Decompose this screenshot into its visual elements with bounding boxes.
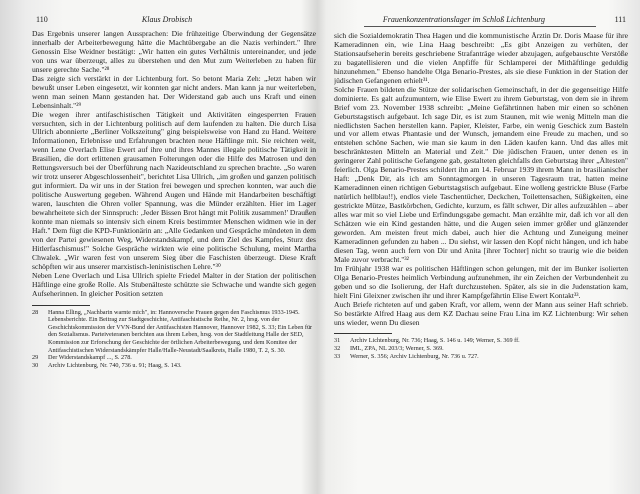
right-running-head: Frauenkonzentrationslager im Schloß Lichtenburg [382,15,546,24]
footnote-text: IML, ZPA, NL 203/3; Werner, S. 369. [350,345,444,353]
footnote-text: Hanna Elling, „Nachbarin warnte mich", in: Hannoversche Frauen gegen den Faschismus 1933-1945. Lebensberichte. Ein Beitrag zur Stadtgeschichte, Antifaschistische Reihe, Nr. 2, hrsg. von der Geschichtskommission der VVN-Bund der Antifaschisten Hannover, Hannover 1982, S. 33; Ein Leben für den Sozialismus. Parteiveteranen berichten aus ihrem Leben, hrsg. von der Stadtleitung Halle der SED, Kommission zur Erforschung der Geschichte der örtlichen Arbeiterbewegung, und dem Komitee der Antifaschistischen Widerstandskämpfer Halle/Halle-Neustadt/Saalkreis, Halle 1980, T. 2, S. 30. [48,308,313,354]
right-paragraph: sich die Sozialdemokratin Thea Hagen und die kommunistische Ärztin Dr. Doris Maase für ihre Kameradinnen ein, wie Lina Haag beschreibt: „Es gibt Anzeigen zu verhüten, der Stationsaufseherin bereits geschriebene Strafanträge wieder abzujagen, aufgebauschte Verstöße zu bagatellisieren und die vielen Anpfiffe für Schlamperei der Mithäftlinge geduldig hinzunehmen." Ebenso handelte Olga Benario-Prestes, als sie diese Funktion in der Station der jüdischen Gefangenen erhielt³¹. [334,31,628,85]
right-header [334,15,630,27]
left-page-number: 110 [36,15,48,24]
right-footnote [334,337,628,345]
left-footnote-rule [32,305,90,306]
left-paragraph: Das zeigte sich verstärkt in der Lichtenburg fort. So betont Maria Zeh: „Jetzt haben wir bewußt unser Leben eingesetzt, wir konnten gar nicht anders. Man kann ja nur weiterleben, wenn man seinen Mann gestanden hat. Der Widerstand gab auch uns Kraft und einen Lebensinhalt."²⁹ [32,73,316,110]
right-footnote [334,353,628,361]
footnote-number: 30 [32,361,39,369]
footnote-number: 28 [32,308,39,316]
right-footnote-rule [334,333,392,334]
footnote-number: 29 [32,354,39,362]
left-running-head: Klaus Drobisch [141,15,193,24]
footnote-text: Archiv Lichtenburg, Nr. 740, 736 u. 91; Haag, S. 143. [48,361,182,369]
header-rule [364,26,596,27]
right-footnote [334,345,628,353]
right-page [334,0,630,494]
right-text-block [334,32,628,360]
left-footnote [32,309,316,355]
footnote-number: 32 [334,345,341,353]
left-text-block [32,30,316,369]
right-page-number: 111 [614,15,626,24]
right-paragraph: Solche Frauen bildeten die Stütze der solidarischen Gemeinschaft, in der die gegenseitige Hilfe dominierte. Es galt aufzumuntern, wie Elise Ewert zu ihrem Geburtstag, von dem sie in ihrem Brief vom 23. November 1938 schreibt: „Meine Gefährtinnen haben mir einen so schönen Geburtstagstisch aufgebaut. Ich sage Dir, es ist zum Staunen, mit wie wenig Mitteln man die niedlichsten Sachen herstellen kann. Papier, Kleister, Farbe, ein wenig Geschick zum Basteln und vor allem etwas Phantasie und der Wunsch, jemandem eine Freude zu machen, und so entstehen schöne Sachen, wie man sie kaum in den Läden kaufen kann. Und das alles mit beschränktesten Mitteln an Material und Zeit." Die jüdischen Frauen, unter denen es in geringerer Zahl politische Gefangene gab, gestalteten gleichfalls den Geburtstag ihrer „Ältesten" feierlich. Olga Benario-Prestes schildert ihn am 14. Februar 1939 ihrem Mann in brasilianischer Haft: „Denk Dir, als ich am Sonntagmorgen in unseren Tagesraum trat, hatten meine Kameradinnen einen richtigen Geburtstagstisch aufgebaut. Eine wolleng gestrickte Bluse (Farbe natürlich hellblau!!), endlos viele Taschentücher, Deckchen, Toilettensachen, Süßigkeiten, eine gestrickte Mütze, Bastkörbchen, Gedichte, kurzum, es fällt schwer, Dir alles aufzuzählen – aber alles war mit so viel Liebe und Erfindungsgabe gemacht. Man erzählte mir, daß ich vor all den Schätzen wie ein Kind gestanden hätte, und die Augen seien immer größer und glänzender geworden. Am meisten freut mich dabei, auch hier die Achtung und Zuneigung meiner Kameradinnen gefunden zu haben ... Du siehst, wir lassen den Kopf nicht hängen, und ich habe diesen Tag, wenn auch fern von Dir und Anita [ihrer Tochter] nicht so traurig wie die beiden Male zuvor verbracht."³² [334,84,628,264]
left-page [18,0,316,494]
footnote-text: Der Widerstandskampf ..., S. 278. [48,354,132,362]
footnote-number: 33 [334,352,341,360]
left-header [18,15,316,27]
left-footnote [32,362,316,370]
right-paragraph: Auch Briefe richteten auf und gaben Kraft, vor allem, wenn der Mann aus seiner Haft schrieb. So bestärkte Alfred Haag aus dem KZ Dachau seine Frau Lina im KZ Lichtenburg: Wir sehen uns wieder, wenn Du diesen [334,299,628,327]
left-paragraph: Die wegen ihrer antifaschistischen Tätigkeit und Aktivitäten eingesperrten Frauen versuchten, sich in der Lichtenburg politisch auf dem laufenden zu halten. Die durch Lisa Ullrich abonnierte „Berliner Volkszeitung" ging beispielsweise von Hand zu Hand. Weitere Informationen, Erlebnisse und Erfahrungen brachten neue Häftlinge mit. Sie reichten weit, wenn Lene Overlach Elise Ewert auf ihre und ihres Mannes illegale politische Tätigkeit in Brasilien, die dort erlittenen grausamen Folterungen oder die Hilfe des Matrosen und den Rettungsversuch bei der Überführung nach Nazideutschland zu sprechen brachte. „So waren wir trotz unserer Abgeschlossenheit", berichtet Lisa Ullrich, „im großen und ganzen politisch gut informiert. Da wir uns in der Station frei bewegen und sprechen konnten, war auch die politische Auswertung gegeben. Während Augen und Hände mit Handarbeiten beschäftigt waren, lauschten die Ohren voller Spannung, was die Münder erzählten. Hier im Lager bewahrheitete sich der Sinnspruch: ‚Jeder Bissen Brot hängt mit Politik zusammen!' Draußen konnte man niemals so intensiv sich einem Kreis bestimmter Menschen widmen wie in der Haft." Dem fügt die KPD-Funktionärin an: „Alle Gedanken und Gespräche mündeten in dem von der Partei gewiesenen Weg, Widerstandskampf, und dem Ziel des Kampfes, Sturz des Hitlerfaschismus!" Solche Gespräche wirkten wie eine politische Schulung, meint Martha Chwalek. „Wir waren fest von unserem Sieg über die Faschisten überzeugt. Diese Kraft schöpften wir aus unserer marxistisch-leninistischen Lehre."³⁰ [32,109,316,271]
left-paragraph: Das Ergebnis unserer langen Aussprachen: Die frühzeitige Überwindung der Gegensätze innerhalb der Arbeiterbewegung hätte die Machtübergabe an die Nazis verhindert." Ihre Genossin Else Weidner bestätigt: „Wir hatten ein gutes Verhältnis untereinander, und jede von uns war überzeugt, alles zu überstehen und den Mut zum Weiterleben zu haben für unsere gerechte Sache."²⁸ [32,29,316,74]
footnote-number: 31 [334,337,341,345]
left-paragraph: Neben Lene Overlach und Lisa Ullrich spielte Friedel Malter in der Station der politischen Häftlinge eine große Rolle. Als Stubenälteste schützte sie Schwache und wandte sich gegen Aufseherinnen. In gleicher Position setzten [32,270,316,298]
left-footnote [32,354,316,362]
footnote-text: Werner, S. 356; Archiv Lichtenburg, Nr. 736 u. 727. [350,352,479,360]
right-paragraph: Im Frühjahr 1938 war es politischen Häftlingen schon gelungen, mit der im Bunker isolierten Olga Benario-Prestes heimlich Verbindung aufzunehmen, ihr ein Zeichen der Verbundenheit zu geben und so die Isolierung, der Haft durchzustehen. Später, als sie in die Judenstation kam, hielt Fini Gleixner zwischen ihr und ihrer Kampfgefährtin Elise Ewert Kontakt³³. [334,263,628,300]
footnote-text: Archiv Lichtenburg, Nr. 736; Haag, S. 146 u. 149; Werner, S. 369 ff. [350,337,520,345]
